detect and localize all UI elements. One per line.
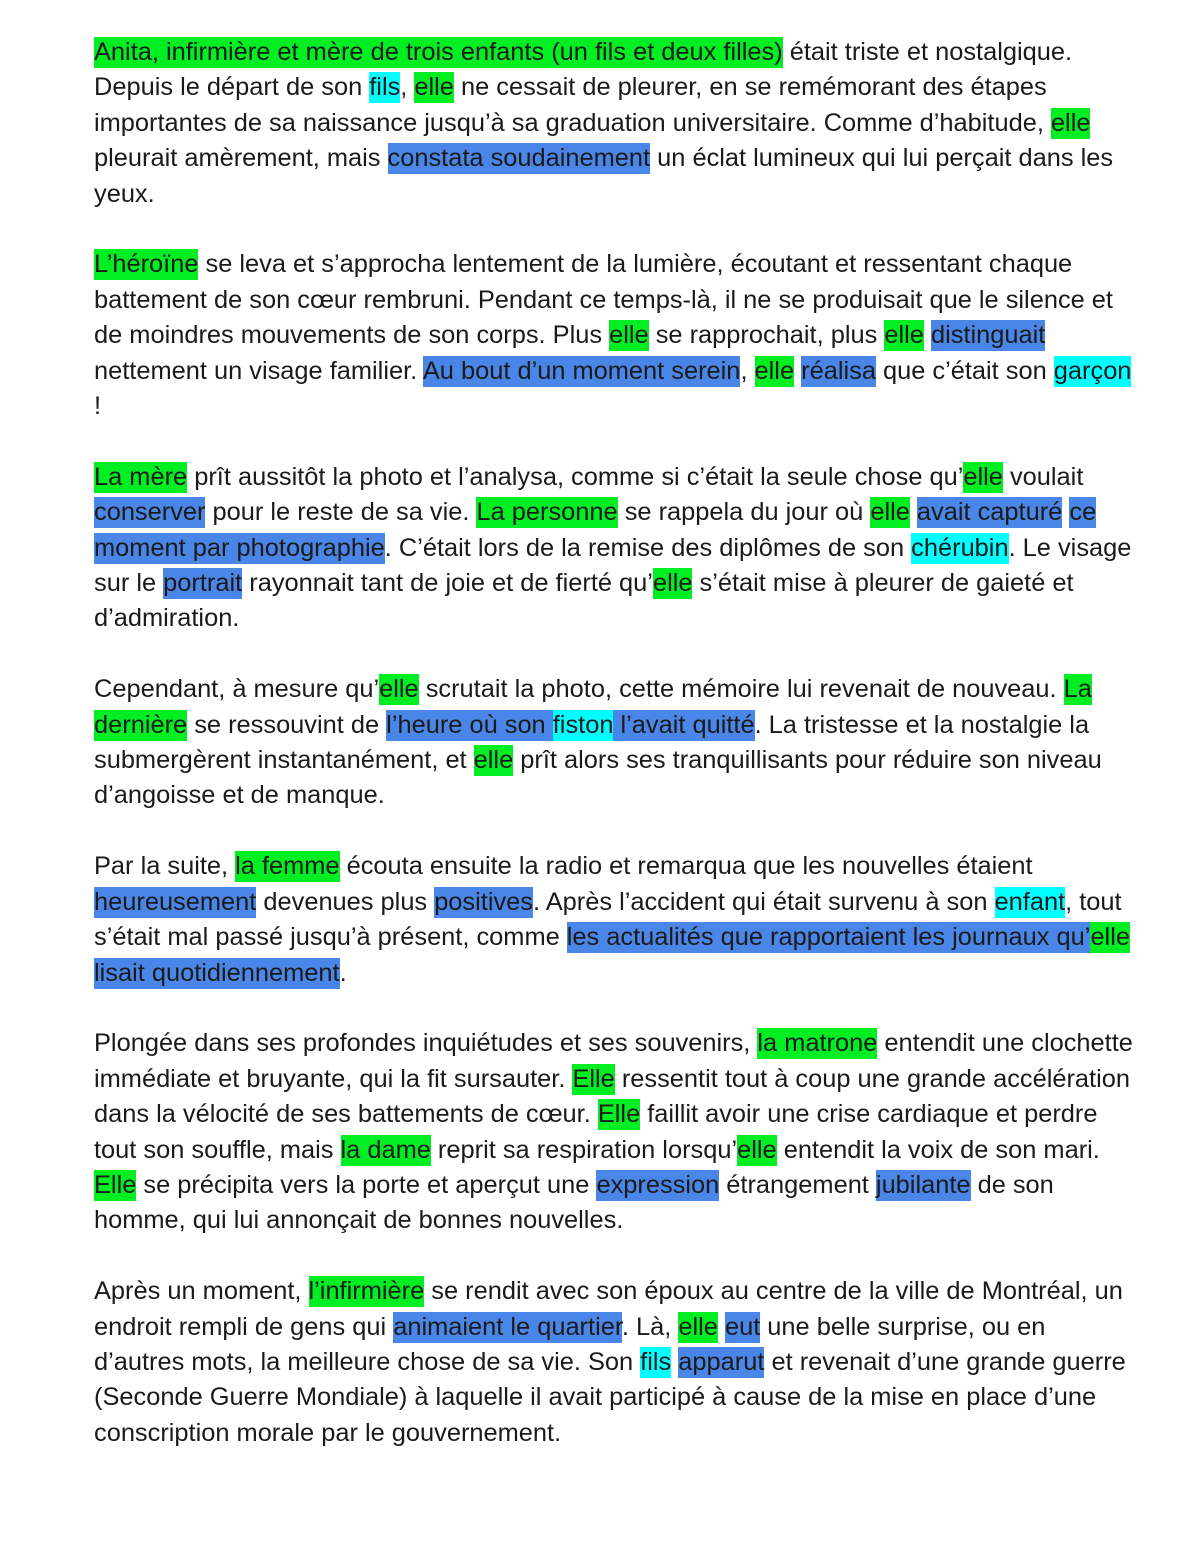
text-segment: se rapprochait, plus: [648, 321, 885, 350]
text-segment: un éclat lumineux qui lui perçait dans les yeux.: [94, 144, 1114, 208]
highlight-blue: distinguait: [930, 321, 1046, 350]
text-segment: nettement un visage familier.: [94, 356, 423, 385]
highlight-green: elle: [884, 321, 924, 350]
highlight-green: Anita, infirmière et mère de trois enfants (un fils et deux filles): [94, 38, 783, 66]
highlight-green: elle: [870, 498, 910, 527]
text-segment: [924, 321, 931, 349]
highlight-green: elle: [609, 321, 649, 350]
highlight-green: elle: [1050, 108, 1091, 137]
highlight-green: la femme: [235, 852, 340, 881]
highlight-blue: l’heure où son: [386, 710, 553, 739]
highlight-green: La mère: [94, 462, 188, 491]
text-segment: de son homme, qui lui annonçait de bonnes nouvelles.: [94, 1170, 1054, 1235]
text-segment: écouta ensuite la radio et remarqua que les nouvelles étaient: [339, 852, 1033, 881]
highlight-cyan: fiston: [552, 710, 614, 739]
text-segment: s’était mise à pleurer de gaieté et d’admiration.: [94, 569, 1074, 633]
highlight-blue: réalisa: [801, 356, 876, 385]
highlight-cyan: enfant: [994, 887, 1066, 916]
highlight-green: la dame: [340, 1135, 431, 1164]
highlight-blue: portrait: [163, 569, 243, 598]
text-segment: se rendit avec son époux au centre de la ville de Montréal, un endroit rempli de gens qui: [94, 1277, 1123, 1341]
text-segment: était triste et nostalgique. Depuis le départ de son: [94, 38, 1073, 102]
text-segment: se leva et s’approcha lentement de la lumière, écoutant et ressentant chaque battement de son cœur rembruni. Pendant ce temps-là, il ne se produisait que le silence et de moindres mouvements de son corps. Plus: [94, 250, 1113, 350]
highlight-green: Elle: [597, 1100, 641, 1129]
highlight-blue: les actualités que rapportaient les journaux qu’: [566, 923, 1091, 952]
highlight-blue: conserver: [94, 498, 206, 527]
highlight-blue: ce moment par photographie: [94, 498, 1097, 562]
text-segment: étrangement: [719, 1170, 876, 1199]
highlight-blue: avait capturé: [916, 498, 1063, 527]
text-segment: pleurait amèrement, mais: [94, 144, 388, 173]
paragraph-4: [94, 672, 1134, 814]
highlight-cyan: fils: [369, 73, 401, 102]
highlight-blue: animaient le quartier: [393, 1312, 622, 1341]
text-segment: .: [339, 958, 347, 987]
text-segment: , tout s’était mal passé jusqu’à présent, comme: [94, 887, 1122, 952]
highlight-cyan: garçon: [1053, 356, 1132, 385]
highlight-green: la matrone: [757, 1029, 878, 1058]
text-segment: se précipita vers la porte et aperçut une: [136, 1170, 597, 1199]
text-segment: ressentit tout à coup une grande accélération dans la vélocité de ses battements de cœur.: [94, 1064, 1130, 1129]
highlight-green: elle: [652, 569, 693, 598]
text-segment: reprit sa respiration lorsqu’: [430, 1135, 738, 1164]
text-segment: que c’était son: [875, 356, 1054, 385]
text-segment: prît aussitôt la photo et l’analysa, comme si c’était la seule chose qu’: [187, 462, 964, 491]
highlight-blue: heureusement: [94, 887, 257, 916]
text-segment: . Là,: [621, 1312, 679, 1341]
highlight-green: elle: [754, 356, 795, 385]
highlight-green: elle: [379, 675, 419, 704]
text-segment: prît alors ses tranquillisants pour réduire son niveau d’angoisse et de manque.: [94, 746, 1102, 810]
text-segment: se ressouvint de: [187, 710, 387, 739]
highlight-blue: lisait quotidiennement: [94, 958, 340, 987]
text-segment: [718, 1313, 725, 1341]
document-page: [94, 35, 1134, 1487]
highlight-blue: positives: [434, 887, 533, 916]
text-segment: ne cessait de pleurer, en se remémorant des étapes importantes de sa naissance jusqu’à sa graduation universitaire. Comme d’habitude,: [94, 73, 1051, 137]
text-segment: faillit avoir une crise cardiaque et perdre tout son souffle, mais: [94, 1100, 1098, 1164]
text-segment: Après un moment,: [94, 1277, 309, 1306]
text-segment: . C’était lors de la remise des diplômes de son: [384, 533, 912, 562]
paragraph-2: [94, 247, 1134, 424]
highlight-green: elle: [414, 73, 454, 102]
highlight-blue: Au bout d’un moment serein: [422, 356, 741, 385]
highlight-blue: jubilante: [875, 1170, 971, 1199]
paragraph-1: [94, 35, 1134, 212]
highlight-green: Elle: [572, 1064, 615, 1093]
text-segment: scrutait la photo, cette mémoire lui revenait de nouveau.: [418, 675, 1064, 704]
text-segment: . Le visage sur le: [94, 533, 1132, 598]
text-segment: une belle surprise, ou en d’autres mots, la meilleure chose de sa vie. Son: [94, 1312, 1046, 1376]
highlight-blue: constata soudainement: [387, 144, 651, 173]
highlight-blue: l’avait quitté: [613, 710, 755, 739]
text-segment: ,: [400, 73, 415, 102]
highlight-green: elle: [737, 1135, 777, 1164]
highlight-green: elle: [963, 462, 1003, 491]
text-segment: rayonnait tant de joie et de fierté qu’: [242, 569, 653, 598]
text-segment: et revenait d’une grande guerre (Seconde Guerre Mondiale) à laquelle il avait participé à cause de la mise en place d’une conscription morale par le gouvernement.: [94, 1347, 1126, 1447]
highlight-green: La dernière: [94, 675, 1092, 739]
text-segment: Cependant, à mesure qu’: [94, 675, 380, 704]
highlight-green: La personne: [476, 498, 618, 527]
paragraph-5: [94, 849, 1134, 991]
highlight-blue: eut: [724, 1312, 761, 1341]
highlight-green: L’héroïne: [94, 250, 199, 279]
paragraph-6: [94, 1026, 1134, 1238]
paragraph-3: [94, 460, 1134, 637]
text-segment: devenues plus: [256, 887, 435, 916]
text-segment: pour le reste de sa vie.: [205, 498, 477, 527]
text-segment: voulait: [1002, 462, 1084, 491]
text-segment: Par la suite,: [94, 852, 236, 881]
highlight-green: elle: [678, 1312, 718, 1341]
highlight-green: elle: [473, 746, 514, 775]
text-segment: Plongée dans ses profondes inquiétudes et ses souvenirs,: [94, 1029, 758, 1058]
highlight-green: elle: [1090, 923, 1130, 952]
text-segment: . La tristesse et la nostalgie la submergèrent instantanément, et: [94, 710, 1090, 775]
text-segment: entendit la voix de son mari.: [776, 1135, 1100, 1164]
text-segment: . Après l’accident qui était survenu à son: [532, 887, 995, 916]
highlight-green: l’infirmière: [308, 1277, 425, 1306]
highlight-blue: expression: [596, 1170, 720, 1199]
highlight-cyan: chérubin: [911, 533, 1009, 562]
paragraph-7: [94, 1274, 1134, 1451]
text-segment: se rappela du jour où: [617, 498, 871, 527]
text-segment: ,: [740, 356, 755, 385]
highlight-cyan: fils: [640, 1347, 672, 1376]
text-segment: entendit une clochette immédiate et bruyante, qui la fit sursauter.: [94, 1029, 1133, 1093]
highlight-green: Elle: [94, 1170, 137, 1199]
text-segment: !: [94, 392, 102, 421]
highlight-blue: apparut: [678, 1347, 765, 1376]
text-segment: [910, 498, 917, 526]
